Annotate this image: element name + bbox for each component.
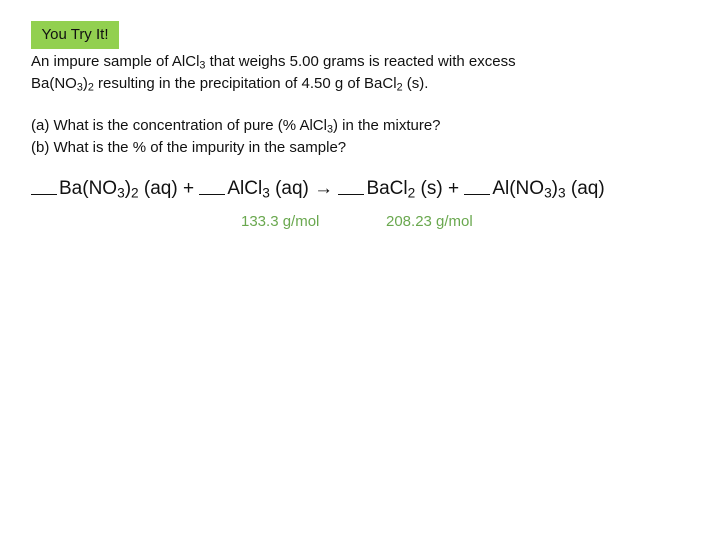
you-try-it-badge: You Try It! xyxy=(31,21,119,49)
problem-statement xyxy=(31,51,516,95)
subscript: 3 xyxy=(544,185,552,201)
eq-text: (aq) + xyxy=(138,178,200,199)
coefficient-blank[interactable] xyxy=(199,178,225,195)
subscript: 3 xyxy=(326,123,333,136)
problem-text: (s). xyxy=(402,75,429,92)
subscript: 3 xyxy=(558,185,566,201)
question-a xyxy=(31,115,441,137)
problem-text: ) xyxy=(82,75,88,92)
subscript: 2 xyxy=(396,81,403,94)
eq-text: AlCl xyxy=(227,178,263,199)
subscript: 3 xyxy=(262,185,270,201)
problem-text: that weighs 5.00 grams is reacted with excess xyxy=(205,53,516,70)
coefficient-blank[interactable] xyxy=(338,178,364,195)
problem-line-1 xyxy=(31,51,516,73)
coefficient-blank[interactable] xyxy=(464,178,490,195)
subscript: 3 xyxy=(117,185,125,201)
alcl3-molar-mass: 133.3 g/mol xyxy=(241,213,320,230)
subscript: 2 xyxy=(131,185,139,201)
question-b: (b) What is the % of the impurity in the sample? xyxy=(31,139,347,156)
problem-text: An impure sample of AlCl xyxy=(31,53,200,70)
question-text: ) in the mixture? xyxy=(332,117,441,134)
bacl2-molar-mass: 208.23 g/mol xyxy=(386,213,473,230)
coefficient-blank[interactable] xyxy=(31,178,57,195)
problem-text: Ba(NO xyxy=(31,75,77,92)
problem-text: resulting in the precipitation of 4.50 g of BaCl xyxy=(93,75,397,92)
eq-text: BaCl xyxy=(366,178,408,199)
eq-text: ) xyxy=(551,178,558,199)
questions xyxy=(31,115,441,159)
eq-text: (s) + xyxy=(415,178,465,199)
chemical-equation xyxy=(31,178,605,200)
eq-text: (aq) → xyxy=(269,178,339,199)
problem-line-2 xyxy=(31,73,516,95)
subscript: 3 xyxy=(199,59,206,72)
subscript: 3 xyxy=(76,81,83,94)
eq-text: Al(NO xyxy=(492,178,545,199)
eq-text: Ba(NO xyxy=(59,178,118,199)
subscript: 2 xyxy=(407,185,416,201)
subscript: 2 xyxy=(87,81,94,94)
eq-text: (aq) xyxy=(565,178,605,199)
question-text: (a) What is the concentration of pure (% AlCl xyxy=(31,117,327,134)
eq-text: ) xyxy=(124,178,132,199)
